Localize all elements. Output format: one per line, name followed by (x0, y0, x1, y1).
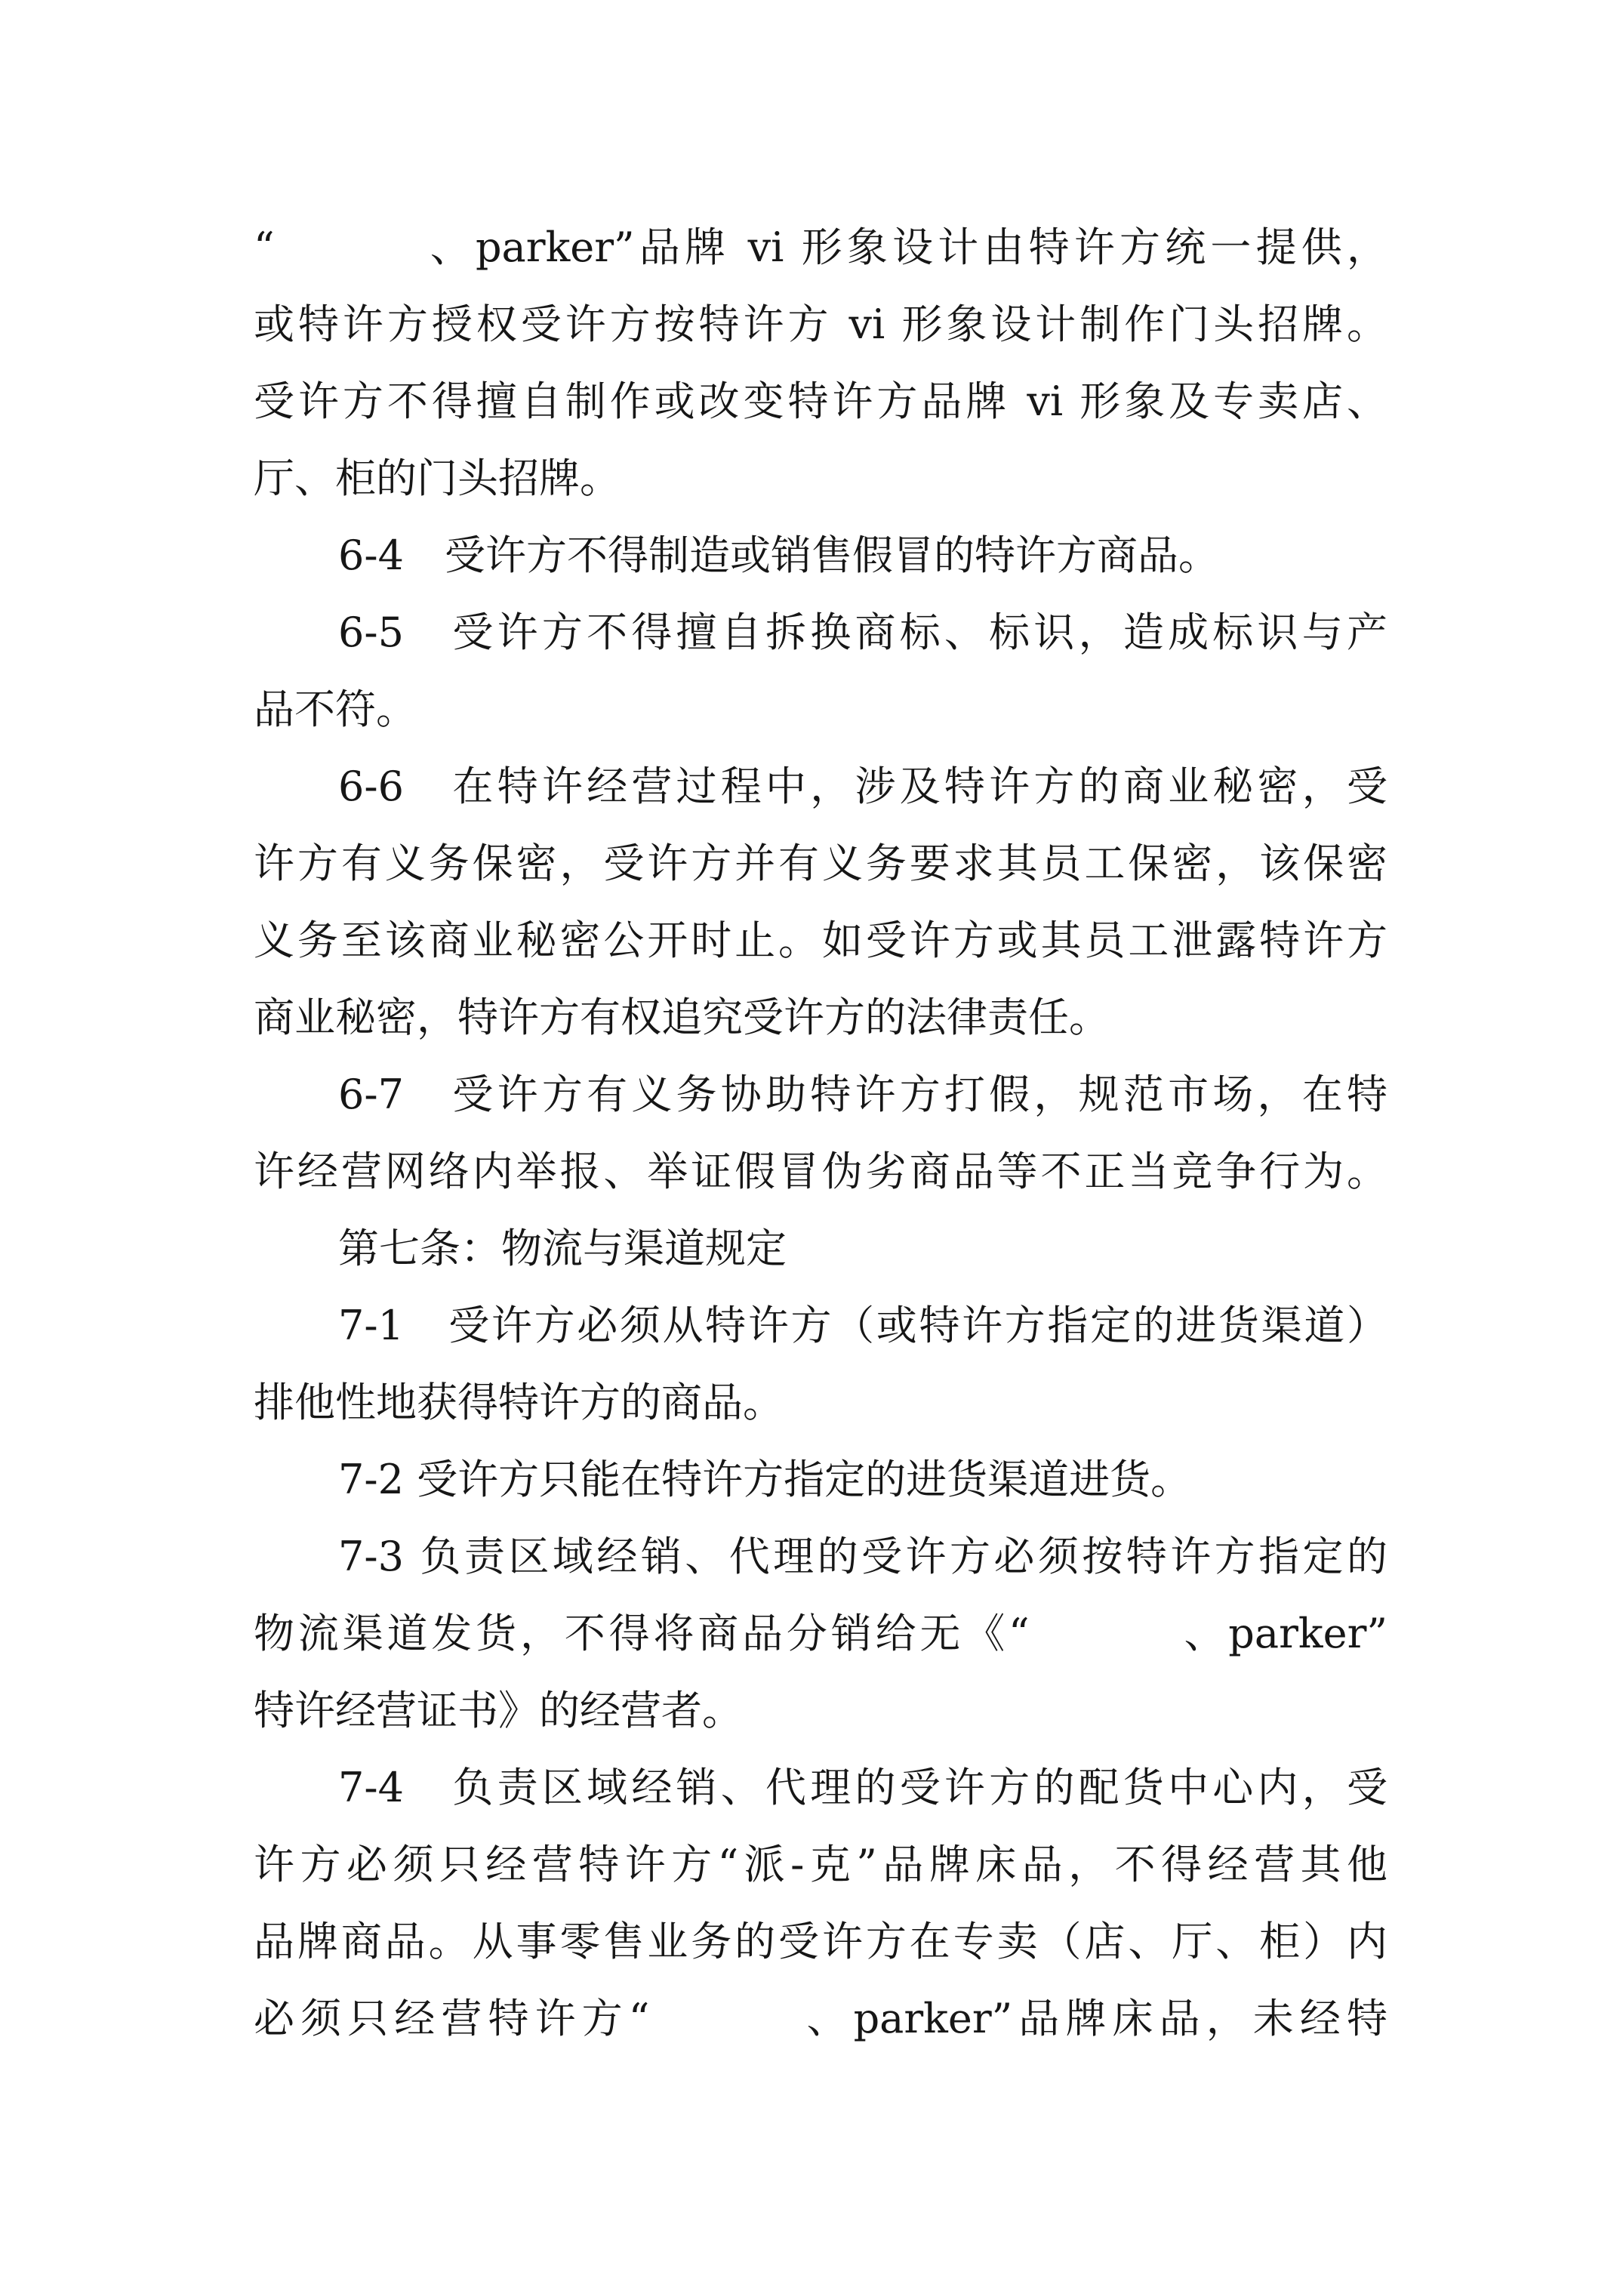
text-segment: 、parker”品牌床品，未经特 (800, 1995, 1387, 2042)
document-body (254, 209, 1387, 2057)
text-line: 排他性地获得特许方的商品。 (254, 1379, 784, 1426)
section-heading-article-7: 第七条：物流与渠道规定 (338, 1225, 787, 1272)
text-segment: 、parker” (1180, 1610, 1387, 1657)
text-line: 商业秘密，特许方有权追究受许方的法律责任。 (254, 994, 1110, 1041)
text-line: 或特许方授权受许方按特许方 vi 形象设计制作门头招牌。 (254, 300, 1387, 348)
text-line: 许经营网络内举报、举证假冒伪劣商品等不正当竞争行为。 (254, 1148, 1387, 1195)
clause-6-6: 6-6 在特许经营过程中，涉及特许方的商业秘密，受 (338, 763, 1387, 810)
text-line: 品不符。 (254, 686, 417, 733)
text-line: 厅、柜的门头招牌。 (254, 455, 621, 502)
text-line: 品牌商品。从事零售业务的受许方在专卖（店、厅、柜）内 (254, 1918, 1387, 1965)
clause-6-5: 6-5 受许方不得擅自拆换商标、标识，造成标识与产 (338, 609, 1387, 656)
text-line: 义务至该商业秘密公开时止。如受许方或其员工泄露特许方 (254, 917, 1387, 964)
text-segment: 必须只经营特许方“ (254, 1995, 650, 2042)
clause-7-2: 7-2 受许方只能在特许方指定的进货渠道进货。 (338, 1456, 1192, 1503)
clause-6-7: 6-7 受许方有义务协助特许方打假，规范市场，在特 (338, 1071, 1387, 1118)
clause-7-1: 7-1 受许方必须从特许方（或特许方指定的进货渠道） (338, 1302, 1387, 1349)
text-line (254, 1980, 1387, 2057)
clause-7-3: 7-3 负责区域经销、代理的受许方必须按特许方指定的 (338, 1533, 1387, 1580)
text-line: 特许经营证书》的经营者。 (254, 1687, 743, 1734)
text-segment: 物流渠道发货，不得将商品分销给无《“ (254, 1610, 1030, 1657)
text-segment: “ (254, 223, 275, 271)
text-line: 受许方不得擅自制作或改变特许方品牌 vi 形象及专卖店、 (254, 378, 1387, 425)
clause-6-4: 6-4 受许方不得制造或销售假冒的特许方商品。 (338, 532, 1219, 579)
clause-7-4: 7-4 负责区域经销、代理的受许方的配货中心内，受 (338, 1764, 1387, 1811)
text-line (254, 1595, 1387, 1672)
text-segment: 、parker”品牌 vi 形象设计由特许方统一提供， (425, 223, 1387, 271)
text-line (254, 209, 1387, 286)
text-line: 许方有义务保密，受许方并有义务要求其员工保密，该保密 (254, 840, 1387, 887)
text-line: 许方必须只经营特许方“派-克”品牌床品，不得经营其他 (254, 1841, 1387, 1888)
